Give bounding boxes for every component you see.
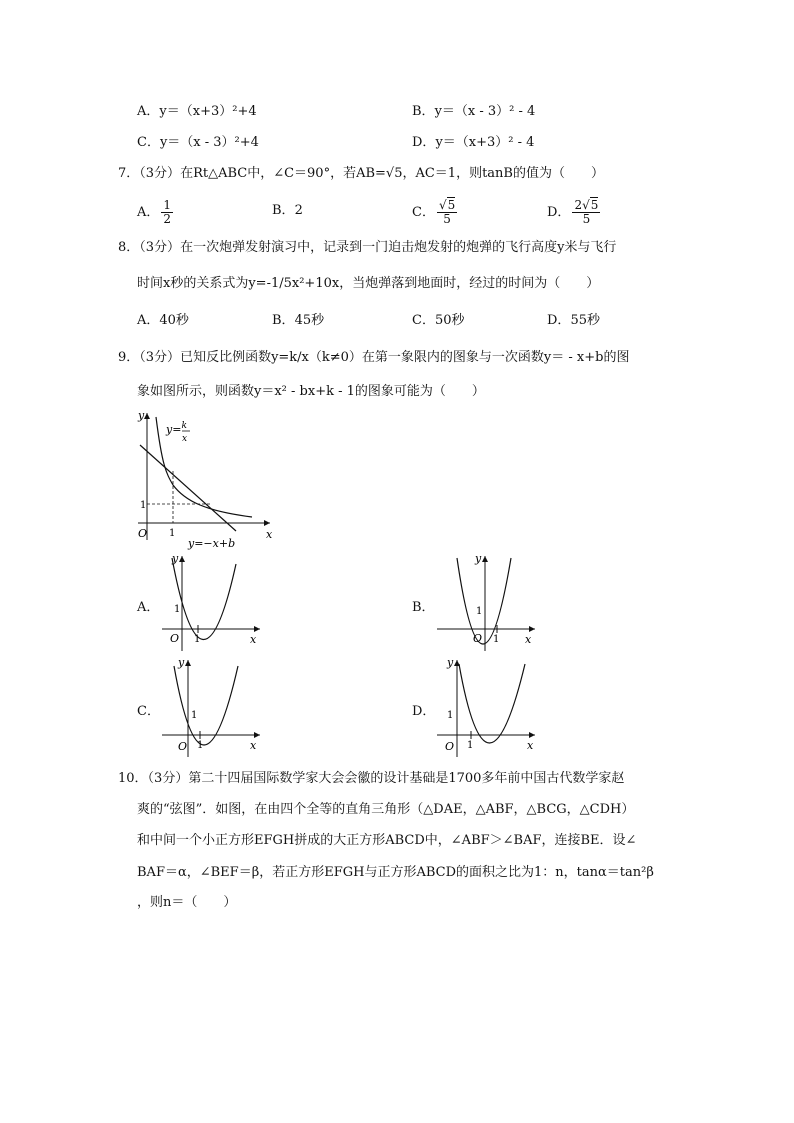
fig-line-label: y=−x+b — [188, 537, 236, 550]
q7-option-a-value: $\frac{1}{2}$ — [163, 198, 172, 226]
fig-y-label: y — [138, 409, 145, 422]
q10-line2: 爽的“弦图”．如图，在由四个全等的直角三角形（△DAE，△ABF，△BCG，△CDH） — [137, 802, 635, 817]
q9-option-d-graph — [435, 656, 540, 760]
parabola — [457, 558, 511, 644]
tick-y-label: 1 — [447, 710, 454, 721]
q8-option-b: B．45秒 — [272, 313, 325, 328]
x-axis-arrow — [254, 732, 260, 738]
y-label: y — [172, 552, 179, 565]
x-label: x — [527, 739, 534, 752]
q9-main-figure — [130, 405, 280, 550]
q8-stem-line1: 8．（3分）在一次炮弹发射演习中，记录到一门迫击炮发射的炮弹的飞行高度y米与飞行 — [118, 240, 617, 255]
q7-stem: 7．（3分）在Rt△ABC中，∠C＝90°，若AB=√5，AC＝1，则tanB的值为（ ） — [118, 166, 604, 181]
tick-x-label: 1 — [467, 740, 474, 751]
y-axis-arrow — [185, 660, 191, 666]
fig-origin-label: O — [138, 527, 148, 540]
y-label: y — [178, 656, 185, 669]
q7-option-b: B．2 — [272, 203, 303, 218]
tick-x-label: 1 — [194, 634, 201, 645]
tick-y-label: 1 — [191, 710, 198, 721]
y-axis-arrow — [482, 556, 488, 562]
y-label: y — [475, 552, 482, 565]
q8-option-d: D．55秒 — [547, 313, 600, 328]
q9-option-c-graph — [160, 656, 265, 760]
q9-option-d-label: D． — [412, 704, 436, 719]
y-axis-arrow — [144, 413, 150, 419]
x-axis-arrow — [529, 732, 535, 738]
tick-x-label: 1 — [493, 634, 500, 645]
fig-x-label: x — [266, 528, 273, 541]
q10-line5: ，则n＝（ ） — [137, 895, 237, 910]
parabola — [174, 666, 238, 745]
q10-line4: BAF＝α，∠BEF＝β，若正方形EFGH与正方形ABCD的面积之比为1：n，tanα＝tan²β — [137, 865, 654, 880]
q6-option-d: D．y＝（x+3）² - 4 — [412, 135, 535, 150]
q7-option-a: A． $\frac{1}{2}$ — [137, 198, 172, 226]
q8-stem-line2: 时间x秒的关系式为y=-1/5x²+10x，当炮弹落到地面时，经过的时间为（ ） — [137, 276, 600, 291]
x-label: x — [525, 633, 532, 646]
origin-label: O — [170, 632, 180, 645]
q9-option-a-graph — [160, 552, 265, 654]
q8-option-c: C．50秒 — [412, 313, 465, 328]
x-axis-arrow — [264, 520, 270, 526]
linear-line — [140, 445, 236, 531]
q7-option-d-value: $\frac{2√5}{5}$ — [574, 198, 599, 226]
q7-option-d: D． $\frac{2√5}{5}$ — [547, 198, 599, 226]
q9-stem-line1: 9．（3分）已知反比例函数y=k/x（k≠0）在第一象限内的图象与一次函数y＝ - x+b的图 — [118, 350, 630, 365]
fig-tick-y: 1 — [140, 500, 147, 511]
tick-y-label: 1 — [174, 604, 181, 615]
q9-option-b-graph — [435, 552, 540, 654]
q7-option-c-value: $\frac{√5}{5}$ — [438, 198, 456, 226]
q9-option-b-label: B． — [412, 600, 435, 615]
x-axis-arrow — [254, 626, 260, 632]
q6-option-a: A．y＝（x+3）²+4 — [137, 104, 257, 119]
q9-stem-line2: 象如图所示，则函数y＝x² - bx+k - 1的图象可能为（ ） — [137, 384, 485, 399]
x-label: x — [250, 633, 257, 646]
tick-y-label: 1 — [476, 606, 483, 617]
y-axis-arrow — [179, 556, 185, 562]
q9-option-c-label: C． — [137, 704, 160, 719]
x-axis-arrow — [529, 626, 535, 632]
parabola — [459, 664, 525, 743]
x-label: x — [250, 739, 257, 752]
fig-curve-label-den: x — [182, 434, 188, 444]
y-label: y — [447, 656, 454, 669]
q6-option-c: C．y＝（x - 3）²+4 — [137, 135, 259, 150]
q10-line3: 和中间一个小正方形EFGH拼成的大正方形ABCD中，∠ABF＞∠BAF，连接BE．设∠ — [137, 833, 637, 848]
origin-label: O — [445, 740, 455, 753]
fig-curve-label: y=$^k$ — [166, 421, 187, 436]
q9-option-a-label: A． — [137, 600, 160, 615]
origin-label: O — [178, 740, 188, 753]
q7-option-c: C． $\frac{√5}{5}$ — [412, 198, 456, 226]
origin-label: O — [473, 632, 483, 645]
fig-tick-x: 1 — [169, 528, 176, 539]
tick-x-label: 1 — [197, 740, 204, 751]
q10-line1: 10．（3分）第二十四届国际数学家大会会徽的设计基础是1700多年前中国古代数学家赵 — [118, 771, 625, 786]
q8-option-a: A．40秒 — [137, 313, 189, 328]
q6-option-b: B．y＝（x - 3）² - 4 — [412, 104, 536, 119]
